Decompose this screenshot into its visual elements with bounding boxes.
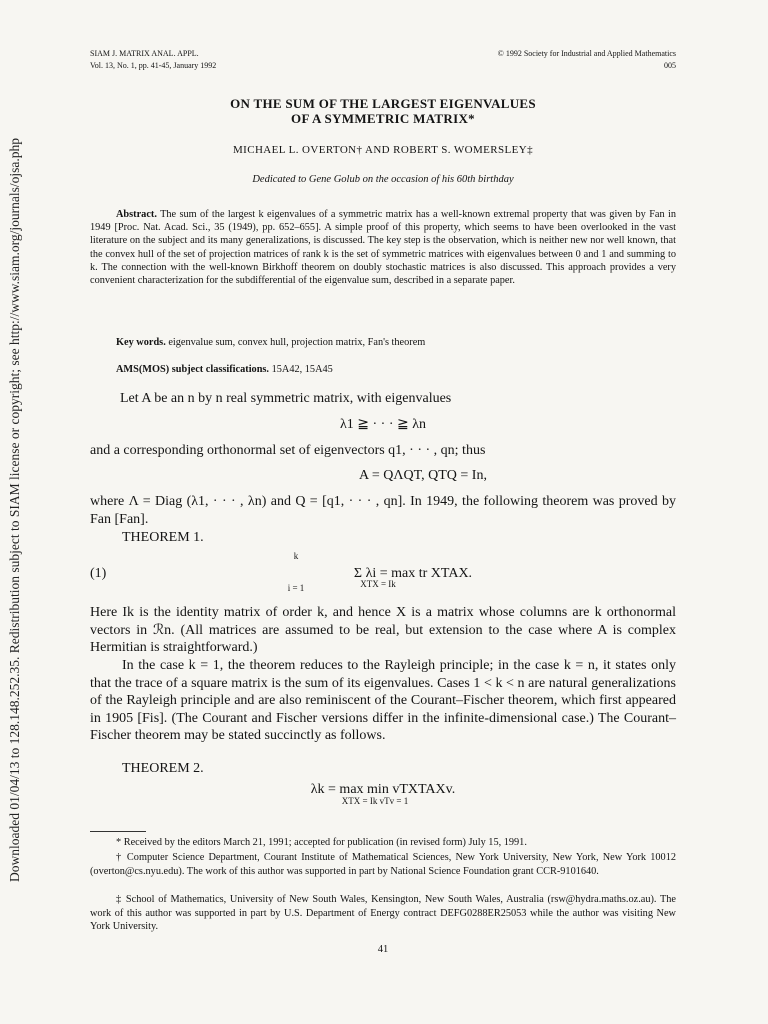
title-line-2: OF A SYMMETRIC MATRIX* [291,111,475,126]
paragraph-5: In the case k = 1, the theorem reduces to the Rayleigh principle; in the case k = n, it states only that the trace of a square matrix is the sum of its eigenvalues. Cases 1 < k < n are natural generalizations of the Rayleigh principle and are also reminiscent of the Courant–Fischer theorem, which first appeared in 1905 [Fis]. (The Courant and Fischer versions differ in the infinite-dimensional case.) The Courant–Fischer theorem may be stated succinctly as follows. [90,658,676,743]
equation-eigen-order: λ1 ≧ · · · ≧ λn [339,417,427,432]
journal-volume: Vol. 13, No. 1, pp. 41-45, January 1992 [90,61,217,70]
download-notice: Downloaded 01/04/13 to 128.148.252.35. Redistribution subject to SIAM license or copyright; see http://www.siam.org/journals/ojsa.php [7,138,22,882]
footnote-overton: † Computer Science Department, Courant Institute of Mathematical Sciences, New York University, New York, New York 10012 (overton@cs.nyu.edu). The work of this author was supported in part by National Science Foundation grant CCR-9101640. [90,852,676,877]
keywords [116,337,425,348]
abstract [90,208,676,287]
abstract-label: Abstract. [116,209,157,220]
equation-1-number: (1) [90,566,107,581]
footnote-womersley: ‡ School of Mathematics, University of New South Wales, Kensington, New South Wales, Australia (rsw@hydra.maths.oz.au). The work of this author was supported in part by U.S. Department of Energy contract DEFG0288ER25053 while the author was visiting New York University. [90,894,676,932]
page-number: 41 [377,944,389,955]
authors: MICHAEL L. OVERTON† AND ROBERT S. WOMERSLEY‡ [232,144,534,156]
title-line-1: ON THE SUM OF THE LARGEST EIGENVALUES [230,96,536,111]
theorem-2-heading: THEOREM 2. [122,761,204,776]
copyright-line: © 1992 Society for Industrial and Applied Mathematics [497,49,676,58]
paragraph-4: Here Ik is the identity matrix of order k, and hence X is a matrix whose columns are k orthonormal vectors in ℛn. (All matrices are assumed to be real, but extension to the case where A is complex Hermitian is straightforward.) [90,605,676,655]
ams-text: 15A42, 15A45 [271,364,333,375]
equation-1-upper-limit: k [293,551,299,561]
keywords-text: eigenvalue sum, convex hull, projection matrix, Fan's theorem [168,337,426,348]
paragraph-2: and a corresponding orthonormal set of eigenvectors q1, · · · , qn; thus [90,443,486,458]
footnote-received: * Received by the editors March 21, 1991; accepted for publication (in revised form) July 15, 1991. [116,837,527,848]
ams-classification [116,364,333,375]
footnote-rule [90,831,146,832]
equation-2-constraint: XTX = Ik vTv = 1 [341,796,409,806]
dedication: Dedicated to Gene Golub on the occasion of his 60th birthday [252,174,514,185]
abstract-text: The sum of the largest k eigenvalues of a symmetric matrix has a well-known extremal property that was given by Fan in 1949 [Proc. Nat. Acad. Sci., 35 (1949), pp. 652–655]. A simple proof of this property, which seems to have been overlooked in the vast literature on the subject and its many generalizations, is discussed. The key step is the observation, which is neither new nor well known, that the convex hull of the set of projection matrices of rank k is the set of symmetric matrices with eigenvalues between 0 and 1 and summing to k. The connection with the well-known Birkhoff theorem on doubly stochastic matrices is also discussed. This approach provides a very convenient characterization for the subdifferential of the eigenvalue sum, described in a separate paper. [90,209,677,287]
journal-name: SIAM J. MATRIX ANAL. APPL. [90,49,199,58]
download-sidebar [4,0,26,1024]
equation-1: Σ λi = max tr XTAX. [353,566,473,581]
equation-1-constraint: XTX = Ik [360,579,396,589]
keywords-label: Key words. [116,337,166,348]
ams-label: AMS(MOS) subject classifications. [116,364,270,375]
equation-1-lower-limit: i = 1 [287,583,305,593]
equation-2: λk = max min vTXTAXv. [310,782,456,797]
paragraph-1: Let A be an n by n real symmetric matrix, with eigenvalues [120,391,452,406]
paper-title [90,96,676,126]
article-code: 005 [664,61,676,70]
equation-decomposition: A = QΛQT, QTQ = In, [359,468,487,483]
theorem-1-heading: THEOREM 1. [122,530,204,545]
paragraph-3: where Λ = Diag (λ1, · · · , λn) and Q = [q1, · · · , qn]. In 1949, the following theorem was proved by Fan [Fan]. [90,494,676,527]
